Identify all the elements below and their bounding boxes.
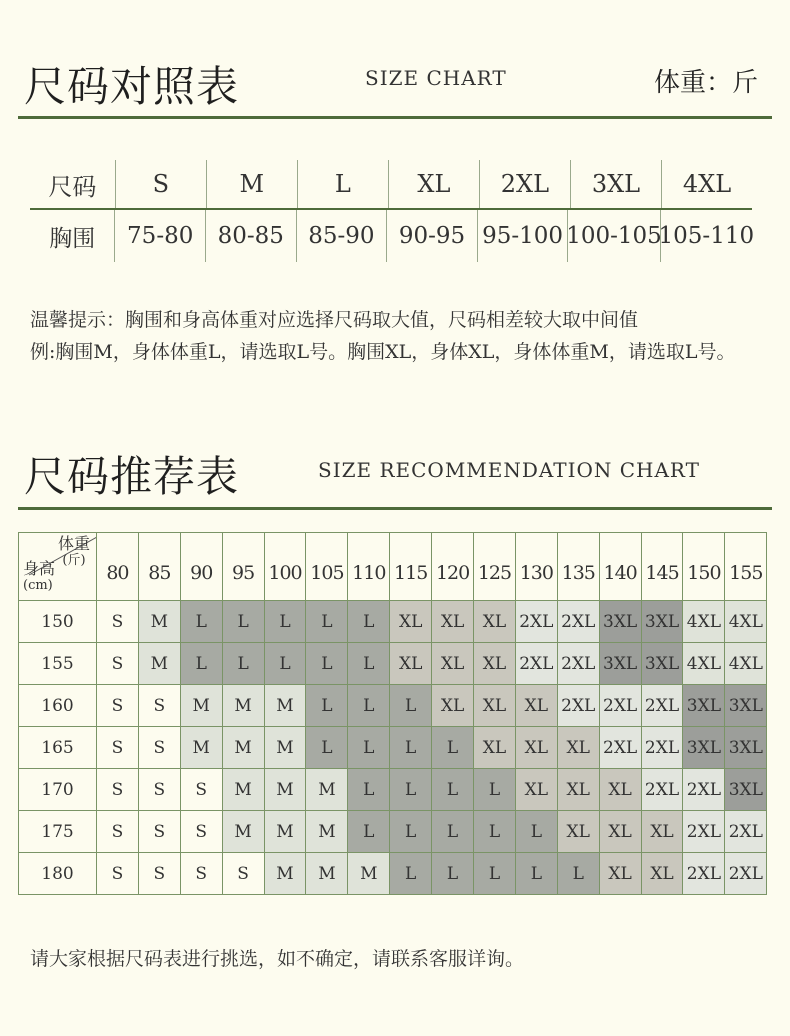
size-recommendation-cell: XL [474, 727, 516, 769]
size-recommendation-cell: XL [642, 811, 684, 853]
size-recommendation-cell: L [348, 811, 390, 853]
weight-header: 80 [97, 533, 139, 601]
corner-weight-unit: (斤) [62, 553, 86, 568]
size-row-label: 尺码 [48, 172, 97, 201]
size-recommendation-cell: L [306, 601, 348, 643]
size-recommendation-cell: S [97, 853, 139, 895]
size-recommendation-cell: XL [516, 685, 558, 727]
size-recommendation-cell: L [390, 685, 432, 727]
size-recommendation-cell: L [516, 853, 558, 895]
size-recommendation-cell: L [348, 643, 390, 685]
size-recommendation-cell: S [139, 685, 181, 727]
corner-height-label: 身高 [23, 559, 56, 578]
weight-header: 140 [600, 533, 642, 601]
weight-header: 130 [516, 533, 558, 601]
corner-weight-label: 体重 [57, 534, 90, 553]
size-recommendation-cell: XL [390, 601, 432, 643]
corner-weight [58, 535, 90, 569]
size-recommendation-cell: 2XL [558, 685, 600, 727]
size-recommendation-cell: M [306, 853, 348, 895]
height-header: 180 [19, 853, 97, 895]
height-header: 170 [19, 769, 97, 811]
weight-header: 85 [139, 533, 181, 601]
weight-header: 105 [306, 533, 348, 601]
size-recommendation-cell: M [306, 769, 348, 811]
size-recommendation-cell: L [223, 643, 265, 685]
size-cell: 3XL [570, 160, 661, 208]
size-recommendation-cell: L [432, 769, 474, 811]
size-recommendation-cell: 3XL [642, 601, 684, 643]
size-recommendation-cell: 2XL [683, 811, 725, 853]
weight-header: 135 [558, 533, 600, 601]
chest-cell: 80-85 [205, 210, 296, 262]
size-recommendation-cell: XL [516, 727, 558, 769]
size-recommendation-cell: M [265, 811, 307, 853]
size-recommendation-cell: 2XL [558, 643, 600, 685]
size-recommendation-cell: M [181, 685, 223, 727]
size-recommendation-cell: M [223, 811, 265, 853]
size-row [30, 160, 752, 210]
size-recommendation-cell: 2XL [642, 727, 684, 769]
footer-note: 请大家根据尺码表进行挑选，如不确定，请联系客服详询。 [30, 948, 525, 970]
size-recommendation-cell: M [265, 727, 307, 769]
size-recommendation-cell: S [181, 769, 223, 811]
weight-unit-label: 体重：斤 [653, 68, 758, 98]
size-recommendation-cell: M [265, 769, 307, 811]
size-recommendation-cell: XL [558, 769, 600, 811]
size-recommendation-cell: XL [558, 811, 600, 853]
size-cell: 4XL [661, 160, 752, 208]
chest-cell: 90-95 [386, 210, 477, 262]
size-recommendation-cell: 2XL [600, 685, 642, 727]
size-recommendation-cell: M [223, 685, 265, 727]
size-recommendation-cell: L [474, 853, 516, 895]
size-recommendation-cell: 2XL [558, 601, 600, 643]
size-recommendation-cell: 2XL [516, 643, 558, 685]
weight-header: 110 [348, 533, 390, 601]
size-recommendation-cell: L [432, 811, 474, 853]
chest-cell: 85-90 [296, 210, 387, 262]
chest-row-label: 胸围 [49, 225, 96, 252]
height-header: 165 [19, 727, 97, 769]
size-recommendation-cell: S [181, 811, 223, 853]
size-recommendation-cell: M [223, 727, 265, 769]
size-recommendation-cell: 2XL [642, 769, 684, 811]
size-recommendation-cell: S [139, 811, 181, 853]
recommendation-title: 尺码推荐表 [24, 452, 240, 501]
size-recommendation-cell: M [139, 643, 181, 685]
size-recommendation-cell: 4XL [725, 601, 767, 643]
weight-header: 100 [265, 533, 307, 601]
weight-header: 95 [223, 533, 265, 601]
chest-cell: 105-110 [660, 210, 752, 262]
size-recommendation-cell: L [390, 727, 432, 769]
size-recommendation-cell: 3XL [600, 601, 642, 643]
size-recommendation-cell: M [265, 853, 307, 895]
weight-header: 90 [181, 533, 223, 601]
size-recommendation-cell: 3XL [725, 727, 767, 769]
size-recommendation-cell: L [390, 769, 432, 811]
tip-line-2: 例:胸围M，身体体重L，请选取L号。胸围XL，身体XL，身体体重M，请选取L号。 [30, 341, 736, 363]
size-chart-title: 尺码对照表 [24, 62, 240, 111]
weight-header: 150 [683, 533, 725, 601]
size-recommendation-cell: L [348, 769, 390, 811]
size-recommendation-cell: L [181, 643, 223, 685]
size-recommendation-cell: XL [390, 643, 432, 685]
size-recommendation-cell: XL [558, 727, 600, 769]
size-recommendation-cell: XL [642, 853, 684, 895]
height-header: 175 [19, 811, 97, 853]
size-chart-divider [18, 116, 772, 119]
size-recommendation-cell: L [306, 643, 348, 685]
size-recommendation-cell: L [181, 601, 223, 643]
size-recommendation-cell: XL [600, 769, 642, 811]
size-recommendation-cell: 2XL [683, 853, 725, 895]
size-recommendation-cell: S [139, 727, 181, 769]
size-cell: L [297, 160, 388, 208]
size-recommendation-cell: M [348, 853, 390, 895]
size-recommendation-cell: 3XL [683, 727, 725, 769]
size-recommendation-cell: S [181, 853, 223, 895]
size-recommendation-cell: XL [600, 811, 642, 853]
size-recommendation-cell: L [474, 769, 516, 811]
size-recommendation-cell: S [97, 685, 139, 727]
chest-cell: 100-105 [567, 210, 659, 262]
size-cell: 2XL [479, 160, 570, 208]
size-recommendation-cell: L [348, 727, 390, 769]
size-recommendation-cell: L [558, 853, 600, 895]
corner-height [23, 560, 55, 594]
size-recommendation-cell: 4XL [683, 643, 725, 685]
size-recommendation-cell: L [306, 685, 348, 727]
size-recommendation-cell: L [306, 727, 348, 769]
size-recommendation-cell: L [265, 601, 307, 643]
size-recommendation-cell: 2XL [725, 811, 767, 853]
weight-header: 115 [390, 533, 432, 601]
grid-corner [19, 533, 97, 601]
height-header: 160 [19, 685, 97, 727]
recommendation-divider [18, 507, 772, 510]
size-recommendation-cell: L [390, 853, 432, 895]
size-recommendation-cell: S [223, 853, 265, 895]
size-cell: S [115, 160, 206, 208]
size-recommendation-cell: 3XL [600, 643, 642, 685]
height-header: 150 [19, 601, 97, 643]
size-recommendation-cell: L [265, 643, 307, 685]
size-recommendation-cell: L [223, 601, 265, 643]
height-header: 155 [19, 643, 97, 685]
size-recommendation-cell: S [97, 601, 139, 643]
weight-header: 145 [642, 533, 684, 601]
size-recommendation-cell: L [348, 685, 390, 727]
size-recommendation-cell: S [139, 853, 181, 895]
size-recommendation-cell: 4XL [683, 601, 725, 643]
size-recommendation-cell: XL [474, 643, 516, 685]
size-recommendation-cell: S [97, 769, 139, 811]
size-chart-subtitle: SIZE CHART [365, 66, 507, 90]
size-recommendation-cell: 2XL [516, 601, 558, 643]
chest-cell: 75-80 [114, 210, 205, 262]
size-cell: M [206, 160, 297, 208]
size-recommendation-cell: 2XL [683, 769, 725, 811]
size-cell: XL [388, 160, 479, 208]
size-recommendation-cell: XL [432, 643, 474, 685]
weight-header: 125 [474, 533, 516, 601]
size-recommendation-cell: S [97, 727, 139, 769]
size-recommendation-cell: XL [432, 685, 474, 727]
size-recommendation-cell: 3XL [725, 769, 767, 811]
size-recommendation-cell: 3XL [683, 685, 725, 727]
tip-line-1: 温馨提示：胸围和身高体重对应选择尺码取大值，尺码相差较大取中间值 [30, 309, 639, 331]
weight-header: 120 [432, 533, 474, 601]
size-recommendation-cell: M [139, 601, 181, 643]
size-recommendation-cell: XL [432, 601, 474, 643]
recommendation-grid [18, 532, 767, 895]
size-recommendation-cell: S [97, 811, 139, 853]
tips [30, 304, 735, 368]
size-chart-table [30, 160, 755, 262]
size-recommendation-cell: 2XL [600, 727, 642, 769]
recommendation-subtitle: SIZE RECOMMENDATION CHART [318, 458, 700, 482]
size-recommendation-cell: S [139, 769, 181, 811]
size-recommendation-cell: M [306, 811, 348, 853]
size-recommendation-cell: L [348, 601, 390, 643]
size-recommendation-cell: M [181, 727, 223, 769]
size-recommendation-cell: L [432, 853, 474, 895]
size-recommendation-cell: XL [474, 685, 516, 727]
weight-header: 155 [725, 533, 767, 601]
size-recommendation-cell: L [516, 811, 558, 853]
corner-height-unit: (cm) [23, 578, 53, 593]
chest-cell: 95-100 [477, 210, 568, 262]
chest-row [30, 210, 755, 262]
size-recommendation-cell: S [97, 643, 139, 685]
size-recommendation-cell: 3XL [725, 685, 767, 727]
size-recommendation-cell: 2XL [725, 853, 767, 895]
size-recommendation-cell: XL [516, 769, 558, 811]
size-recommendation-cell: 3XL [642, 643, 684, 685]
size-recommendation-cell: 4XL [725, 643, 767, 685]
size-recommendation-cell: XL [600, 853, 642, 895]
size-recommendation-cell: XL [474, 601, 516, 643]
size-recommendation-cell: L [474, 811, 516, 853]
size-recommendation-cell: 2XL [642, 685, 684, 727]
size-recommendation-cell: M [265, 685, 307, 727]
size-recommendation-cell: L [390, 811, 432, 853]
size-recommendation-cell: M [223, 769, 265, 811]
size-recommendation-cell: L [432, 727, 474, 769]
